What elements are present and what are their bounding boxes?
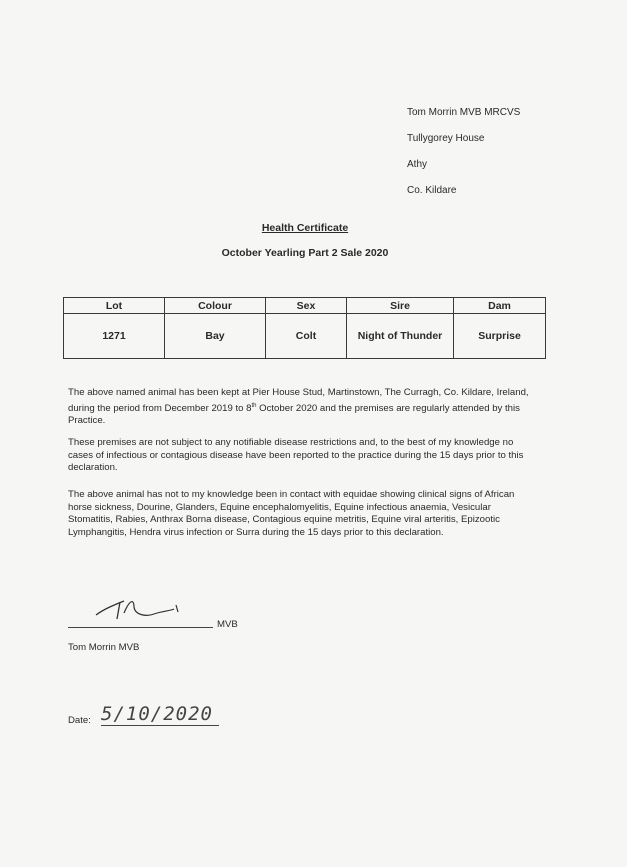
cell-dam: Surprise [454,314,546,359]
signature-line [68,627,213,628]
table-header-row [64,298,546,314]
date-label: Date: [68,715,91,726]
cell-colour: Bay [165,314,266,359]
ordinal-suffix: th [251,402,257,409]
cell-sex: Colt [266,314,347,359]
address-line-1: Tullygorey House [407,133,485,144]
address-block [407,100,520,204]
paragraph-premises-text-end: October 2020 and the premises are regularly attended by this Practice. [68,402,520,427]
handwritten-signature [90,593,190,625]
signature-suffix: MVB [217,619,238,630]
paragraph-contact: The above animal has not to my knowledge been in contact with equidae showing clinical signs of African horse sickness, Dourine, Glanders, Equine encephalomyelitis, Equine infectious anaemia, Vesicular Stomatitis, Rabies, Anthrax Borna disease, Contagious equine metritis, Equine viral arteritis, Epizootic Lymphangitis, Hendra virus infection or Surra during the 15 days prior to this declaration. [68,489,515,538]
certificate-title: Health Certificate [261,222,349,234]
paragraph-premises [68,387,538,428]
address-name: Tom Morrin MVB MRCVS [407,107,521,118]
address-line-3: Co. Kildare [407,185,457,196]
header-lot: Lot [64,298,165,314]
cell-lot: 1271 [64,314,165,359]
header-colour: Colour [165,298,266,314]
paragraph-premises-text: The above named animal has been kept at Pier House Stud, Martinstown, The Curragh, Co. Kildare, Ireland, during the period from December 2019 to 8 [68,387,529,414]
signatory-name: Tom Morrin MVB [68,642,140,653]
handwritten-date: 5/10/2020 [101,703,219,726]
header-sex: Sex [266,298,347,314]
table-row [64,314,546,359]
header-dam: Dam [454,298,546,314]
certificate-subtitle: October Yearling Part 2 Sale 2020 [221,247,389,259]
header-sire: Sire [347,298,454,314]
animal-details-table [63,297,546,359]
paragraph-restrictions: These premises are not subject to any notifiable disease restrictions and, to the best of my knowledge no cases of infectious or contagious disease have been reported to the practice during the 15 days prior to this declaration. [68,437,524,474]
cell-sire: Night of Thunder [347,314,454,359]
address-line-2: Athy [407,159,428,170]
